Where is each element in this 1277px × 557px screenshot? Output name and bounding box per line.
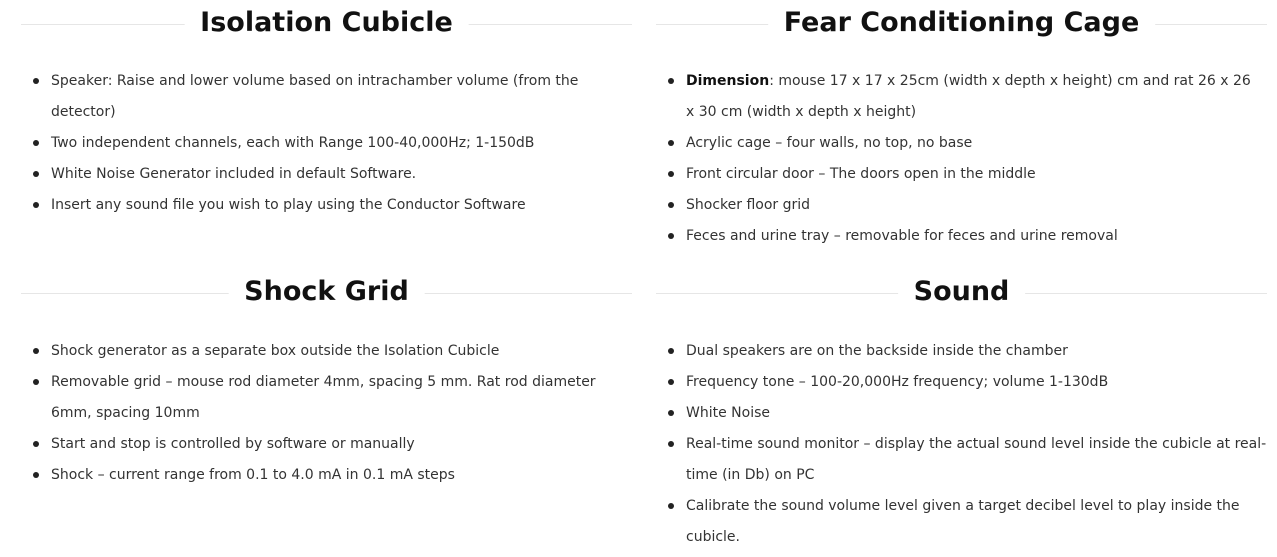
list-item: Dual speakers are on the backside inside the chamber: [656, 336, 1267, 367]
list-item: Shocker floor grid: [656, 190, 1267, 221]
feature-list: [21, 66, 632, 221]
dimension-text: : mouse 17 x 17 x 25cm (width x depth x height) cm and rat 26 x 26 x 30 cm (width x depth x height): [686, 73, 1251, 120]
list-item: Two independent channels, each with Range 100-40,000Hz; 1-150dB: [21, 128, 632, 159]
section-title: Isolation Cubicle: [184, 3, 469, 43]
list-item: Real-time sound monitor – display the actual sound level inside the cubicle at real-time (in Db) on PC: [656, 429, 1267, 491]
section-heading: [656, 2, 1267, 46]
section-sound: [656, 271, 1267, 553]
list-item: Front circular door – The doors open in the middle: [656, 159, 1267, 190]
section-heading: [21, 2, 632, 46]
list-item: Shock generator as a separate box outside the Isolation Cubicle: [21, 336, 632, 367]
feature-list: [21, 336, 632, 491]
list-item: White Noise: [656, 398, 1267, 429]
section-heading: [21, 271, 632, 315]
feature-list: [656, 66, 1267, 252]
list-item: Calibrate the sound volume level given a target decibel level to play inside the cubicle.: [656, 491, 1267, 553]
section-shock-grid: [21, 271, 632, 491]
dimension-label: Dimension: [686, 73, 770, 89]
list-item: Frequency tone – 100-20,000Hz frequency; volume 1-130dB: [656, 367, 1267, 398]
list-item: [656, 66, 1267, 128]
list-item: Insert any sound file you wish to play using the Conductor Software: [21, 190, 632, 221]
feature-list: [656, 336, 1267, 553]
section-title: Sound: [898, 272, 1026, 312]
section-fear-conditioning-cage: [656, 2, 1267, 252]
section-heading: [656, 271, 1267, 315]
list-item: White Noise Generator included in default Software.: [21, 159, 632, 190]
section-title: Shock Grid: [228, 272, 425, 312]
list-item: Acrylic cage – four walls, no top, no base: [656, 128, 1267, 159]
list-item: Shock – current range from 0.1 to 4.0 mA in 0.1 mA steps: [21, 460, 632, 491]
list-item: Speaker: Raise and lower volume based on intrachamber volume (from the detector): [21, 66, 632, 128]
list-item: Feces and urine tray – removable for feces and urine removal: [656, 221, 1267, 252]
section-title: Fear Conditioning Cage: [768, 3, 1156, 43]
list-item: Removable grid – mouse rod diameter 4mm, spacing 5 mm. Rat rod diameter 6mm, spacing 10mm: [21, 367, 632, 429]
list-item: Start and stop is controlled by software or manually: [21, 429, 632, 460]
section-isolation-cubicle: [21, 2, 632, 221]
